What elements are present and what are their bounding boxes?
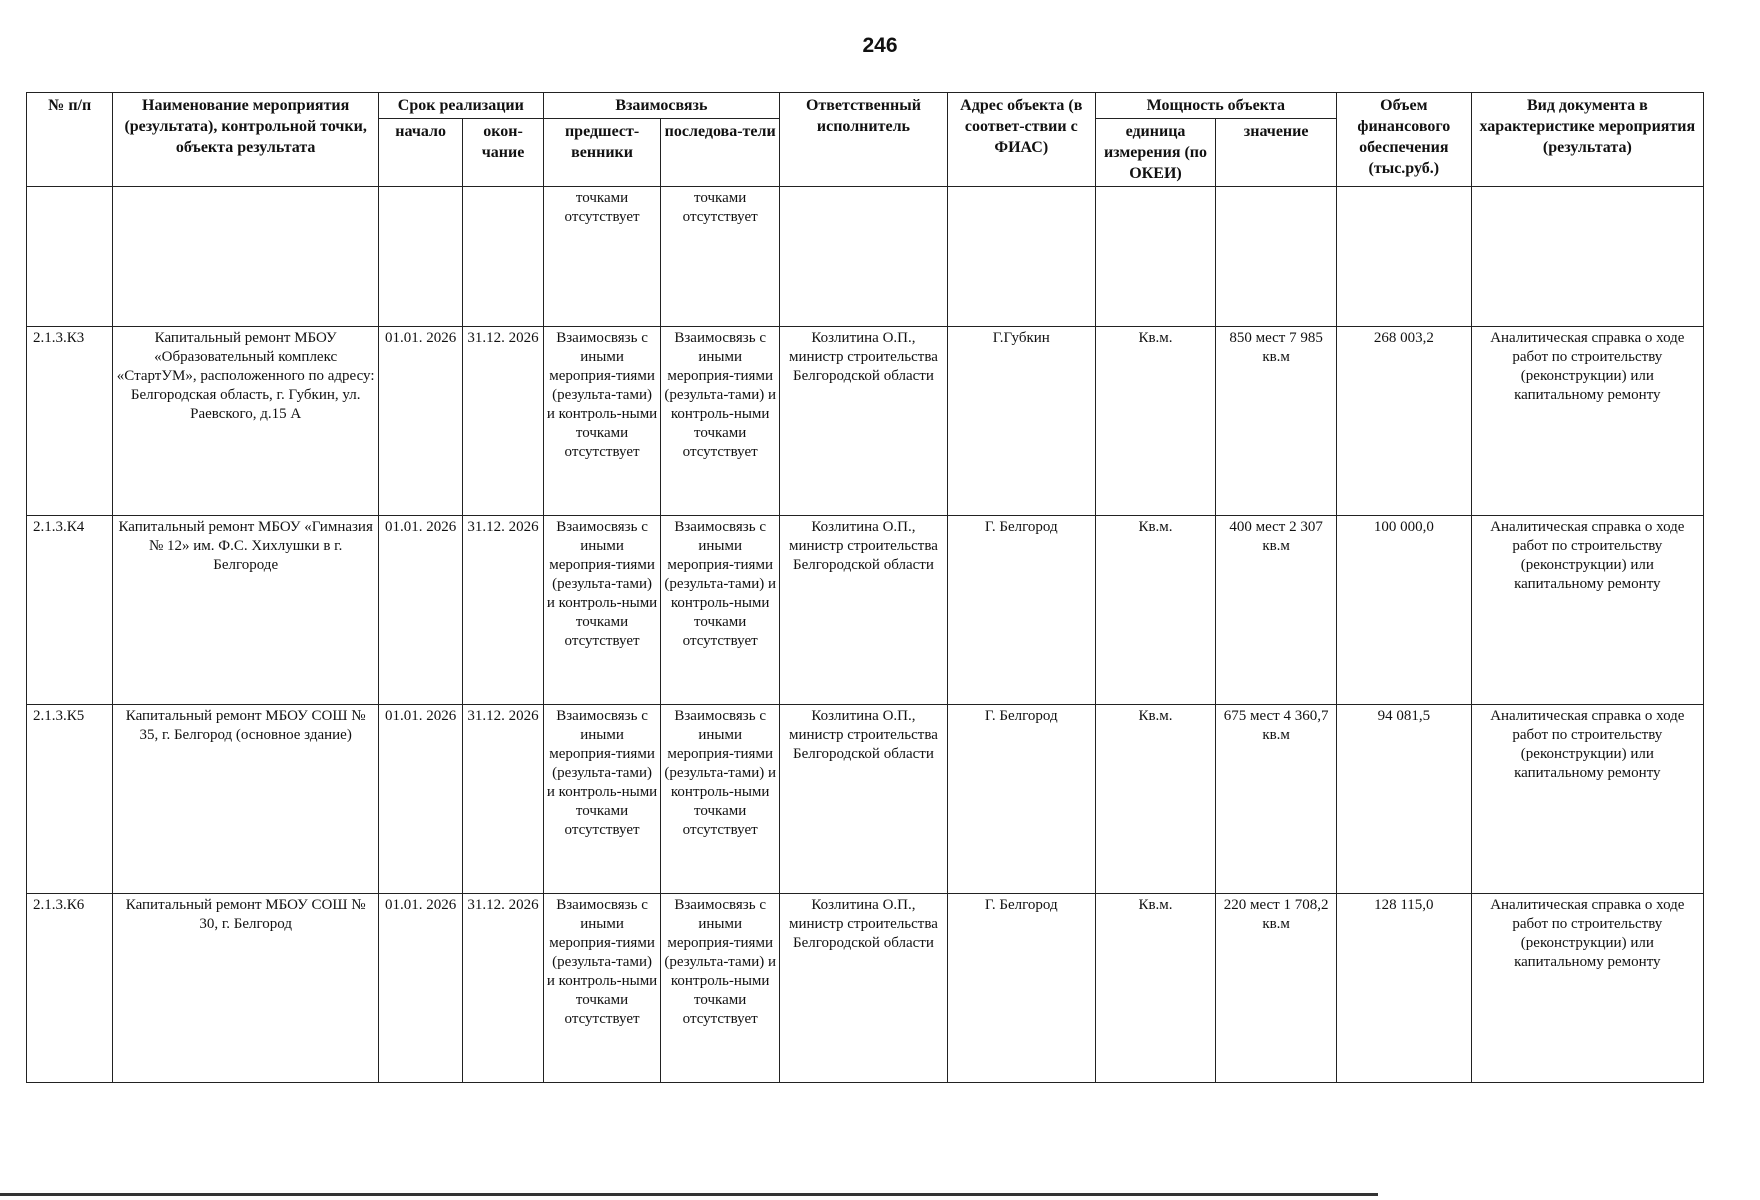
table-row — [27, 327, 1704, 516]
cell-finance: 100 000,0 — [1336, 516, 1471, 705]
table-header — [27, 93, 1704, 187]
cell-num: 2.1.3.К5 — [27, 705, 113, 894]
cell-start: 01.01. 2026 — [378, 327, 462, 516]
cell-value: 400 мест 2 307 кв.м — [1216, 516, 1337, 705]
header-doc-type: Вид документа в характеристике мероприятия (результата) — [1471, 93, 1703, 187]
cell-prev: Взаимосвязь с иными мероприя-тиями (результа-тами) и контроль-ными точками отсутствует — [543, 705, 661, 894]
cell-num: 2.1.3.К6 — [27, 894, 113, 1083]
cell-address: Г. Белгород — [947, 516, 1095, 705]
footer-divider — [0, 1193, 1378, 1196]
cell-end: 31.12. 2026 — [463, 894, 543, 1083]
header-capacity-unit: единица измерения (по ОКЕИ) — [1095, 119, 1216, 187]
cell-prev: Взаимосвязь с иными мероприя-тиями (результа-тами) и контроль-ными точками отсутствует — [543, 894, 661, 1083]
cell-next: Взаимосвязь с иными мероприя-тиями (результа-тами) и контроль-ными точками отсутствует — [661, 516, 780, 705]
cell-name: Капитальный ремонт МБОУ «Гимназия № 12» им. Ф.С. Хихлушки в г. Белгороде — [113, 516, 378, 705]
header-term: Срок реализации — [378, 93, 543, 119]
header-finance: Объем финансового обеспечения (тыс.руб.) — [1336, 93, 1471, 187]
header-address: Адрес объекта (в соответ-ствии с ФИАС) — [947, 93, 1095, 187]
cell-next: точками отсутствует — [661, 187, 780, 327]
cell-end: 31.12. 2026 — [463, 705, 543, 894]
cell-name: Капитальный ремонт МБОУ СОШ № 30, г. Белгород — [113, 894, 378, 1083]
header-link-prev: предшест-венники — [543, 119, 661, 187]
table-cell — [1471, 187, 1703, 327]
cell-next: Взаимосвязь с иными мероприя-тиями (результа-тами) и контроль-ными точками отсутствует — [661, 705, 780, 894]
cell-next: Взаимосвязь с иными мероприя-тиями (результа-тами) и контроль-ными точками отсутствует — [661, 894, 780, 1083]
cell-address: Г. Белгород — [947, 705, 1095, 894]
cell-doc: Аналитическая справка о ходе работ по строительству (реконструкции) или капитальному ремонту — [1471, 516, 1703, 705]
cell-start: 01.01. 2026 — [378, 705, 462, 894]
cell-prev: точками отсутствует — [543, 187, 661, 327]
cell-finance: 94 081,5 — [1336, 705, 1471, 894]
activities-table — [26, 92, 1704, 1083]
cell-num: 2.1.3.К3 — [27, 327, 113, 516]
header-executor: Ответственный исполнитель — [780, 93, 948, 187]
cell-prev: Взаимосвязь с иными мероприя-тиями (результа-тами) и контроль-ными точками отсутствует — [543, 516, 661, 705]
cell-address: Г.Губкин — [947, 327, 1095, 516]
cell-executor: Козлитина О.П., министр строительства Белгородской области — [780, 327, 948, 516]
header-link-next: последова-тели — [661, 119, 780, 187]
header-term-start: начало — [378, 119, 462, 187]
header-term-end: окон-чание — [463, 119, 543, 187]
continuation-row — [27, 187, 1704, 327]
cell-executor: Козлитина О.П., министр строительства Белгородской области — [780, 894, 948, 1083]
cell-address: Г. Белгород — [947, 894, 1095, 1083]
cell-num: 2.1.3.К4 — [27, 516, 113, 705]
cell-name: Капитальный ремонт МБОУ «Образовательный комплекс «СтартУМ», расположенного по адресу: Белгородская область, г. Губкин, ул. Раевского, д.15 А — [113, 327, 378, 516]
table-cell — [113, 187, 378, 327]
cell-executor: Козлитина О.П., министр строительства Белгородской области — [780, 516, 948, 705]
table-row — [27, 516, 1704, 705]
cell-prev: Взаимосвязь с иными мероприя-тиями (результа-тами) и контроль-ными точками отсутствует — [543, 327, 661, 516]
header-capacity: Мощность объекта — [1095, 93, 1336, 119]
header-name: Наименование мероприятия (результата), контрольной точки, объекта результата — [113, 93, 378, 187]
cell-end: 31.12. 2026 — [463, 327, 543, 516]
cell-unit: Кв.м. — [1095, 327, 1216, 516]
cell-end: 31.12. 2026 — [463, 516, 543, 705]
cell-doc: Аналитическая справка о ходе работ по строительству (реконструкции) или капитальному ремонту — [1471, 894, 1703, 1083]
cell-name: Капитальный ремонт МБОУ СОШ № 35, г. Белгород (основное здание) — [113, 705, 378, 894]
table-cell — [1216, 187, 1337, 327]
cell-unit: Кв.м. — [1095, 516, 1216, 705]
cell-value: 220 мест 1 708,2 кв.м — [1216, 894, 1337, 1083]
table-cell — [378, 187, 462, 327]
cell-doc: Аналитическая справка о ходе работ по строительству (реконструкции) или капитальному ремонту — [1471, 705, 1703, 894]
table-row — [27, 705, 1704, 894]
cell-value: 850 мест 7 985 кв.м — [1216, 327, 1337, 516]
cell-start: 01.01. 2026 — [378, 516, 462, 705]
table-cell — [947, 187, 1095, 327]
table-cell — [1336, 187, 1471, 327]
table-cell — [463, 187, 543, 327]
table-cell — [1095, 187, 1216, 327]
page-number: 246 — [862, 34, 898, 57]
cell-value: 675 мест 4 360,7 кв.м — [1216, 705, 1337, 894]
table-cell — [780, 187, 948, 327]
cell-unit: Кв.м. — [1095, 894, 1216, 1083]
cell-start: 01.01. 2026 — [378, 894, 462, 1083]
header-capacity-value: значение — [1216, 119, 1337, 187]
cell-doc: Аналитическая справка о ходе работ по строительству (реконструкции) или капитальному ремонту — [1471, 327, 1703, 516]
header-link: Взаимосвязь — [543, 93, 779, 119]
cell-executor: Козлитина О.П., министр строительства Белгородской области — [780, 705, 948, 894]
cell-finance: 128 115,0 — [1336, 894, 1471, 1083]
header-num: № п/п — [27, 93, 113, 187]
cell-unit: Кв.м. — [1095, 705, 1216, 894]
cell-finance: 268 003,2 — [1336, 327, 1471, 516]
table-row — [27, 894, 1704, 1083]
table-cell — [27, 187, 113, 327]
cell-next: Взаимосвязь с иными мероприя-тиями (результа-тами) и контроль-ными точками отсутствует — [661, 327, 780, 516]
